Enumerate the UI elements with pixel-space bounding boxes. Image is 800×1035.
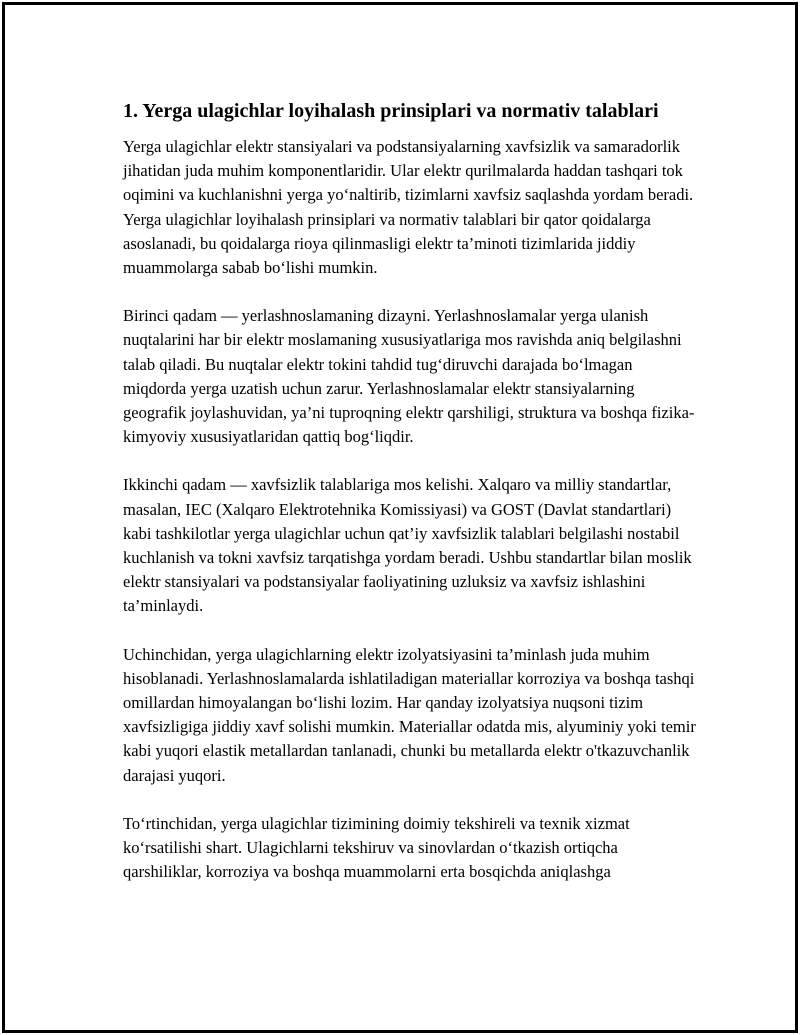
paragraph-second-step: Ikkinchi qadam — xavfsizlik talablariga mos kelishi. Xalqaro va milliy standartlar, masalan, IEC (Xalqaro Elektrotehnika Komissiyasi) va GOST (Davlat standartlari) kabi tashkilotlar yerga ulagichlar uchun qat’iy xavfsizlik talablari belgilashi nostabil kuchlanish va tokni xavfsiz tarqatishga yordam beradi. Ushbu standartlar bilan moslik elektr stansiyalari va podstansiyalar faoliyatining uzluksiz va xavfsiz ishlashini ta’minlaydi. [123, 475, 692, 616]
paragraph-first-step: Birinci qadam — yerlashnoslamaning dizayni. Yerlashnoslamalar yerga ulanish nuqtalarini har bir elektr moslamaning xususiyatlariga mos ravishda aniq belgilashni talab qiladi. Bu nuqtalar elektr tokini tahdid tug‘diruvchi darajada bo‘lmagan miqdorda yerga uzatish uchun zarur. Yerlashnoslamalar elektr stansiyalarning geografik joylashuvidan, ya’ni tuproqning elektr qarshiligi, struktura va boshqa fizika-kimyoviy xususiyatlaridan qattiq bog‘liqdir. [123, 306, 695, 447]
paragraph-intro: Yerga ulagichlar elektr stansiyalari va podstansiyalarning xavfsizlik va samaradorlik jihatidan juda muhim komponentlaridir. Ular elektr qurilmalarda haddan tashqari tok oqimini va kuchlanishni yerga yo‘naltirib, tizimlarni xavfsiz saqlashda yordam beradi. Yerga ulagichlar loyihalash prinsiplari va normativ talablari bir qator qoidalarga asoslanadi, bu qoidalarga rioya qilinmasligi elektr ta’minoti tizimlarida jiddiy muammolarga sabab bo‘lishi mumkin. [123, 137, 694, 278]
paragraph-third-point: Uchinchidan, yerga ulagichlarning elektr izolyatsiyasini ta’minlash juda muhim hisoblanadi. Yerlashnoslamalarda ishlatiladigan materiallar korroziya va boshqa tashqi omillardan himoyalangan bo‘lishi lozim. Har qanday izolyatsiya nuqsoni tizim xavfsizligiga jiddiy xavf solishi mumkin. Materiallar odatda mis, alyuminiy yoki temir kabi yuqori elastik metallardan tanlanadi, chunki bu metallarda elektr o'tkazuvchanlik darajasi yuqori. [123, 644, 696, 785]
section-heading: 1. Yerga ulagichlar loyihalash prinsiplari va normativ talablari [123, 100, 659, 122]
document-body [123, 97, 698, 908]
page-frame [2, 2, 798, 1033]
paragraph-fourth-point: To‘rtinchidan, yerga ulagichlar tizimining doimiy tekshireli va texnik xizmat ko‘rsatilishi shart. Ulagichlarni tekshiruv va sinovlardan o‘tkazish ortiqcha qarshiliklar, korroziya va boshqa muammolarni erta bosqichda aniqlashga [123, 813, 630, 882]
